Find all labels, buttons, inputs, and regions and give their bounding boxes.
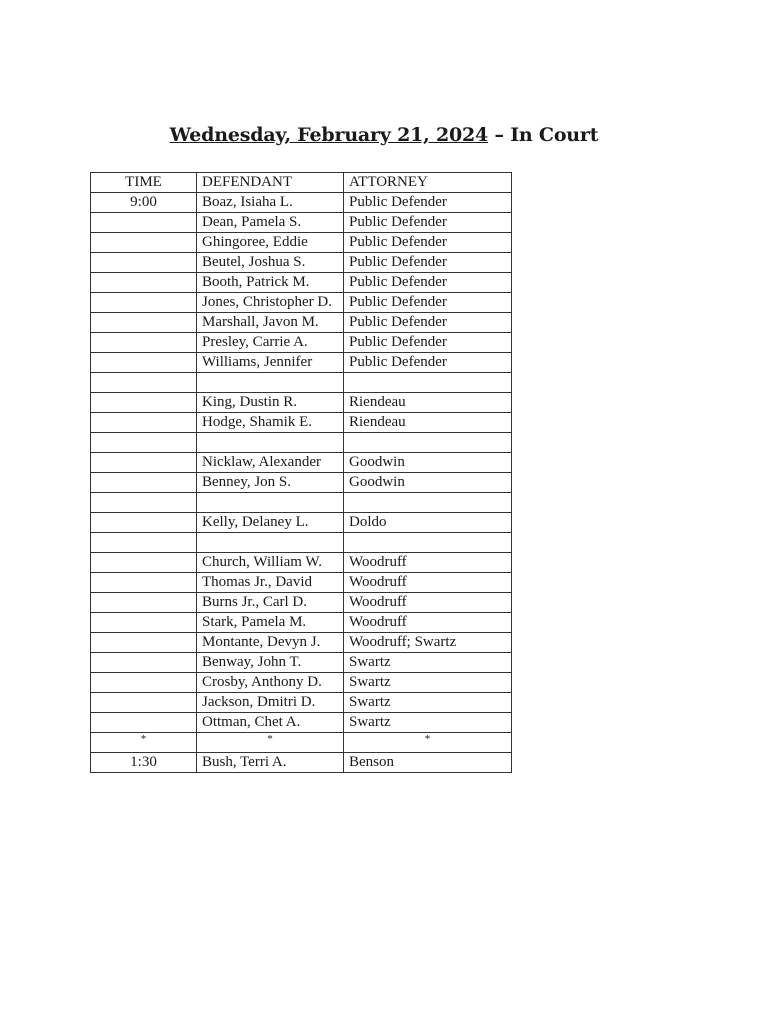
attorney-cell: Goodwin <box>344 453 512 473</box>
time-cell <box>91 313 197 333</box>
attorney-cell: Public Defender <box>344 193 512 213</box>
header-defendant: DEFENDANT <box>197 173 344 193</box>
time-cell: 1:30 <box>91 753 197 773</box>
table-row <box>91 493 512 513</box>
attorney-cell <box>344 493 512 513</box>
table-row <box>91 473 512 493</box>
attorney-cell <box>344 433 512 453</box>
defendant-cell <box>197 493 344 513</box>
time-cell <box>91 373 197 393</box>
defendant-cell: Montante, Devyn J. <box>197 633 344 653</box>
defendant-cell: Ghingoree, Eddie <box>197 233 344 253</box>
time-cell <box>91 253 197 273</box>
defendant-cell: Presley, Carrie A. <box>197 333 344 353</box>
attorney-cell: Public Defender <box>344 353 512 373</box>
defendant-cell: Jones, Christopher D. <box>197 293 344 313</box>
table-row <box>91 333 512 353</box>
attorney-cell <box>344 533 512 553</box>
table-row <box>91 273 512 293</box>
defendant-cell: Marshall, Javon M. <box>197 313 344 333</box>
time-cell <box>91 633 197 653</box>
separator-attorney: * <box>344 733 512 753</box>
table-row <box>91 713 512 733</box>
defendant-cell: Stark, Pamela M. <box>197 613 344 633</box>
header-time: TIME <box>91 173 197 193</box>
defendant-cell <box>197 373 344 393</box>
table-row <box>91 193 512 213</box>
table-row <box>91 413 512 433</box>
attorney-cell: Doldo <box>344 513 512 533</box>
attorney-cell: Swartz <box>344 693 512 713</box>
defendant-cell: Beutel, Joshua S. <box>197 253 344 273</box>
time-cell <box>91 693 197 713</box>
title-date: Wednesday, February 21, 2024 <box>169 124 489 146</box>
table-row <box>91 693 512 713</box>
table-row <box>91 653 512 673</box>
header-row <box>91 173 512 193</box>
time-cell: 9:00 <box>91 193 197 213</box>
table-row <box>91 453 512 473</box>
separator-row <box>91 733 512 753</box>
time-cell <box>91 573 197 593</box>
defendant-cell: King, Dustin R. <box>197 393 344 413</box>
time-cell <box>91 613 197 633</box>
table-row <box>91 373 512 393</box>
table-row <box>91 633 512 653</box>
time-cell <box>91 353 197 373</box>
attorney-cell: Riendeau <box>344 393 512 413</box>
time-cell <box>91 493 197 513</box>
table-row <box>91 253 512 273</box>
table-row <box>91 553 512 573</box>
time-cell <box>91 553 197 573</box>
defendant-cell: Nicklaw, Alexander <box>197 453 344 473</box>
time-cell <box>91 533 197 553</box>
attorney-cell: Woodruff <box>344 593 512 613</box>
attorney-cell: Swartz <box>344 653 512 673</box>
defendant-cell: Booth, Patrick M. <box>197 273 344 293</box>
attorney-cell: Woodruff <box>344 553 512 573</box>
attorney-cell: Public Defender <box>344 213 512 233</box>
defendant-cell: Williams, Jennifer <box>197 353 344 373</box>
attorney-cell <box>344 373 512 393</box>
table-row <box>91 233 512 253</box>
table-row <box>91 593 512 613</box>
time-cell <box>91 513 197 533</box>
defendant-cell: Jackson, Dmitri D. <box>197 693 344 713</box>
schedule-body <box>91 173 512 773</box>
defendant-cell: Ottman, Chet A. <box>197 713 344 733</box>
defendant-cell: Hodge, Shamik E. <box>197 413 344 433</box>
defendant-cell: Benney, Jon S. <box>197 473 344 493</box>
defendant-cell <box>197 433 344 453</box>
table-row <box>91 753 512 773</box>
defendant-cell: Bush, Terri A. <box>197 753 344 773</box>
attorney-cell: Goodwin <box>344 473 512 493</box>
table-row <box>91 613 512 633</box>
time-cell <box>91 413 197 433</box>
time-cell <box>91 213 197 233</box>
defendant-cell: Dean, Pamela S. <box>197 213 344 233</box>
separator-time: * <box>91 733 197 753</box>
defendant-cell: Kelly, Delaney L. <box>197 513 344 533</box>
table-row <box>91 433 512 453</box>
table-row <box>91 213 512 233</box>
time-cell <box>91 273 197 293</box>
attorney-cell: Public Defender <box>344 313 512 333</box>
attorney-cell: Swartz <box>344 713 512 733</box>
attorney-cell: Woodruff <box>344 613 512 633</box>
page-title <box>0 124 768 146</box>
time-cell <box>91 233 197 253</box>
time-cell <box>91 593 197 613</box>
attorney-cell: Public Defender <box>344 293 512 313</box>
time-cell <box>91 713 197 733</box>
separator-defendant: * <box>197 733 344 753</box>
table-row <box>91 573 512 593</box>
attorney-cell: Public Defender <box>344 333 512 353</box>
time-cell <box>91 453 197 473</box>
table-row <box>91 673 512 693</box>
time-cell <box>91 473 197 493</box>
time-cell <box>91 333 197 353</box>
attorney-cell: Woodruff <box>344 573 512 593</box>
attorney-cell: Benson <box>344 753 512 773</box>
attorney-cell: Public Defender <box>344 273 512 293</box>
table-row <box>91 313 512 333</box>
defendant-cell: Benway, John T. <box>197 653 344 673</box>
defendant-cell: Boaz, Isiaha L. <box>197 193 344 213</box>
header-attorney: ATTORNEY <box>344 173 512 193</box>
table-row <box>91 293 512 313</box>
defendant-cell: Burns Jr., Carl D. <box>197 593 344 613</box>
time-cell <box>91 293 197 313</box>
time-cell <box>91 673 197 693</box>
attorney-cell: Swartz <box>344 673 512 693</box>
title-suffix: – In Court <box>488 124 599 146</box>
attorney-cell: Public Defender <box>344 233 512 253</box>
table-row <box>91 393 512 413</box>
schedule-table <box>90 172 512 773</box>
attorney-cell: Riendeau <box>344 413 512 433</box>
time-cell <box>91 393 197 413</box>
table-row <box>91 353 512 373</box>
time-cell <box>91 653 197 673</box>
attorney-cell: Public Defender <box>344 253 512 273</box>
table-row <box>91 513 512 533</box>
defendant-cell <box>197 533 344 553</box>
defendant-cell: Crosby, Anthony D. <box>197 673 344 693</box>
defendant-cell: Church, William W. <box>197 553 344 573</box>
attorney-cell: Woodruff; Swartz <box>344 633 512 653</box>
defendant-cell: Thomas Jr., David <box>197 573 344 593</box>
time-cell <box>91 433 197 453</box>
table-row <box>91 533 512 553</box>
